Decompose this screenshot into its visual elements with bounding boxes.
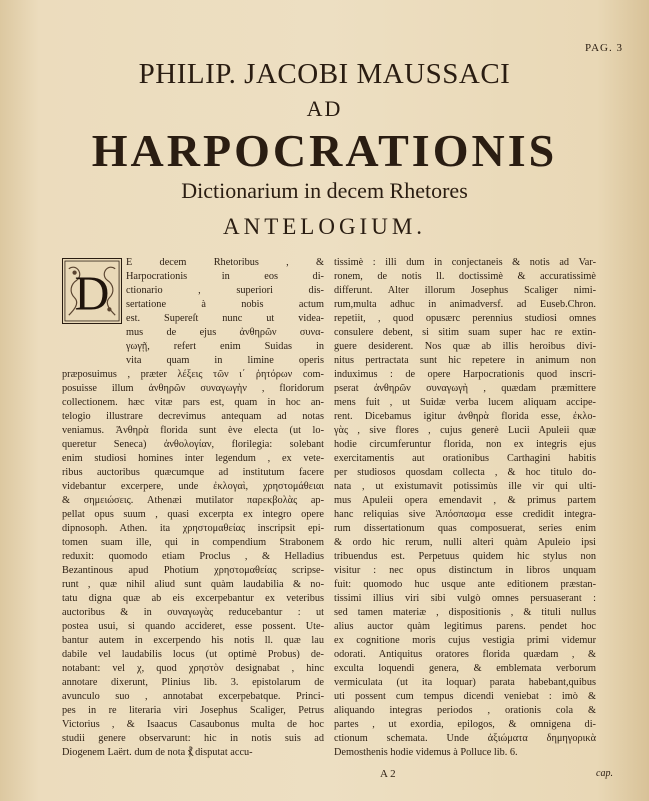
text-line: queretur Seneca) ἀνθολογίαν, florilegia: solebant — [62, 439, 324, 450]
text-line: Demosthenis hodie videmus à Polluce lib. 6. — [334, 747, 518, 758]
text-line: repetiit, , quod opusærc perennius studiosi omnes — [334, 313, 596, 324]
text-line: ribus auctoribus quæcumque ad institutum facere — [62, 467, 324, 478]
text-line: differunt. Alter illorum Josephus Scaliger nimi- — [334, 285, 596, 296]
text-line: tribuendus est. Perpetuus quidem hic stylus non — [334, 551, 596, 562]
text-line: hanc reliquias sive Ἀπόσπασμα esse credidit integra- — [334, 509, 596, 520]
catchword: cap. — [596, 768, 613, 779]
text-line: alius auctor quàm legitimus parens. pendet hoc — [334, 621, 596, 632]
text-line: ctionario , superiori dis- — [126, 285, 324, 296]
text-line: γὰς , sive flores , cujus generè Lucii Apuleii quæ — [334, 425, 596, 436]
text-line: induximus : de opere Harpocrationis quod inscri- — [334, 369, 596, 380]
text-line: rent. Dicebamus igitur ἀνθηρὰ florida esse, ἐκλο- — [334, 411, 596, 422]
text-line: nitus pertractata sunt hic repetere in animum non — [334, 355, 596, 366]
text-line: ex cognitione moris cujus vestigia primi videmur — [334, 635, 596, 646]
text-line: tissimè : illi dum in conjectaneis & notis ad Var- — [334, 257, 596, 268]
text-line: collectionem. hæc vitæ pars est, quam in hoc an- — [62, 397, 324, 408]
text-line: pserat ἀνθηρῶν συναγωγὴ , quædam præmittere — [334, 383, 596, 394]
text-line: dabile vel laudabilis locus (ut optimè Probus) de- — [62, 649, 324, 660]
text-line: bantur autem in excerpendo his notis ll. quæ lau — [62, 635, 324, 646]
page-number: PAG. 3 — [585, 42, 623, 54]
text-line: Harpocrationis in eos di- — [126, 271, 324, 282]
text-line: γωγῇ, refert enim Suidas in — [126, 341, 324, 352]
title-subtitle: Dictionarium in decem Rhetores — [181, 178, 468, 203]
text-line: aliquando integras periodos , orationis cola & — [334, 705, 596, 716]
text-line: partes , ut exordia, epilogos, & omnigena di- — [334, 719, 596, 730]
text-line: ctionum schemata. Unde ἀξιώματα δημηγορικὰ — [334, 733, 596, 744]
signature-mark: A 2 — [380, 768, 396, 780]
text-line: veniamus. Ἀνθηρὰ florida sunt ève electa (ut lo- — [62, 425, 324, 436]
text-line: dipnosoph. Athen. ita χρηστομαθείας inscripsit epi- — [62, 523, 324, 534]
text-line: posuisse illum ἀνθηρῶν συναγωγὴν , floridorum — [62, 383, 324, 394]
text-line: Victorius , & Isaacus Casaubonus multa de hoc — [62, 719, 324, 730]
text-line: & σημειώσεις. Athenæi mutilator παρεκβολὰς ap- — [62, 495, 324, 506]
text-line: tatu digna quæ ab eis excerpebantur ex veteribus — [62, 593, 324, 604]
text-line: tomen suam ille, qui in compendium Strabonem — [62, 537, 324, 548]
text-line: notabant: vel χ, quod χρηστὸν designabat , hinc — [62, 663, 324, 674]
text-line: postea usui, si quando accideret, esse possent. Ute- — [62, 621, 324, 632]
text-line: pellat opus suum , quasi excerpta ex integro opere — [62, 509, 324, 520]
text-line: consulere debent, si sitim suam super hac re extin- — [334, 327, 596, 338]
text-line: annotare dixerunt, Plinius lib. 3. epistolarum de — [62, 677, 324, 688]
text-line: pes in re literaria viri Josephus Scaliger, Petrus — [62, 705, 324, 716]
title-harpocrationis: HARPOCRATIONIS — [91, 125, 558, 176]
text-line: exercitamentis aut orationibus Carthagini habitis — [334, 453, 596, 464]
text-line: odorati. Antiquitus oratores florida quædam , & — [334, 649, 596, 660]
text-line: fuit: quomodo huc usque ante editionem præstan- — [334, 579, 596, 590]
text-line: ronem, de notis ll. doctissimè & accuratissimè — [334, 271, 596, 282]
text-line: studii genere observarunt: hic in notis suis ad — [62, 733, 324, 744]
text-line: E decem Rhetoribus , & — [126, 257, 324, 268]
text-line: videbantur excerpere, unde ἐκλογαὶ, χρηστομάθειαι — [62, 481, 324, 492]
title-antelogium: ANTELOGIUM. — [222, 214, 427, 239]
text-line: Diogenem Laërt. dum de nota ⳩ disputat accu- — [62, 747, 253, 758]
text-line: sed tamen materiæ , dispositionis , & tituli nullus — [334, 607, 596, 618]
text-line: auctoribus & in συναγωγὰς reducebantur : ut — [62, 607, 324, 618]
text-line: præposuimus , præter λέξεις τῶν ι΄ ῥητόρων com- — [62, 369, 324, 380]
text-line: rum dissertationum quas composuerat, series enim — [334, 523, 596, 534]
text-line: per studiosos quosdam collecta , & hoc titulo do- — [334, 467, 596, 478]
text-line: rum,multa adhuc in animadversf. ad Euseb.Chron. — [334, 299, 596, 310]
text-line: nata , ut existumavit potissimùs ille vir qui ulti- — [334, 481, 596, 492]
text-line: telogio illustrare decrevimus antequam ad notas — [62, 411, 324, 422]
drop-cap-letter: D — [74, 267, 110, 321]
text-line: vita quam in limine operis — [126, 355, 324, 366]
text-line: mus de ejus ἀνθηρῶν συνα- — [126, 327, 324, 338]
text-line: tissimi illius viri sibi vulgò omnes persuaserant : — [334, 593, 596, 604]
text-line: visitur : nec opus distinctum in libros unquam — [334, 565, 596, 576]
text-line: avunculo suo , annotabat excerpebatque. Princi- — [62, 691, 324, 702]
text-line: runt , quæ nihil aliud sunt quàm laudabilia & no- — [62, 579, 324, 590]
left-text-column — [62, 256, 324, 760]
text-line: hodie circumferuntur florida, non ex integris ejus — [334, 439, 596, 450]
title-ad: AD — [306, 96, 343, 121]
text-line: & ordo hic rerum, nulli alteri quàm Apuleio ipsi — [334, 537, 596, 548]
text-line: mens fuit , ut Suidæ verba lucem aliquam accipe- — [334, 397, 596, 408]
text-line: Bezantinous apud Photium χρηστομαθείας scripse- — [62, 565, 324, 576]
right-text-column — [334, 256, 596, 760]
text-line: mus Apuleii opera emendavit , & primus partem — [334, 495, 596, 506]
text-line: est. Supereſt nunc ut videa- — [126, 313, 324, 324]
text-line: enim studiosi homines inter legendum , ex vete- — [62, 453, 324, 464]
title-author: PHILIP. JACOBI MAUSSACI — [138, 58, 511, 90]
text-line: uti possent cum tempus dicendi veniebat : imò & — [334, 691, 596, 702]
text-line: guere desiderent. Nos quæ ab illis heroibus divi- — [334, 341, 596, 352]
text-line: sertatione à nobis actum — [126, 299, 324, 310]
text-line: reduxit: quomodo etiam Proclus , & Helladius — [62, 551, 324, 562]
text-line: vermiculata (ut ita loquar) parata habebant,quibus — [334, 677, 596, 688]
text-line: exculta loquendi genera, & emblemata verborum — [334, 663, 596, 674]
